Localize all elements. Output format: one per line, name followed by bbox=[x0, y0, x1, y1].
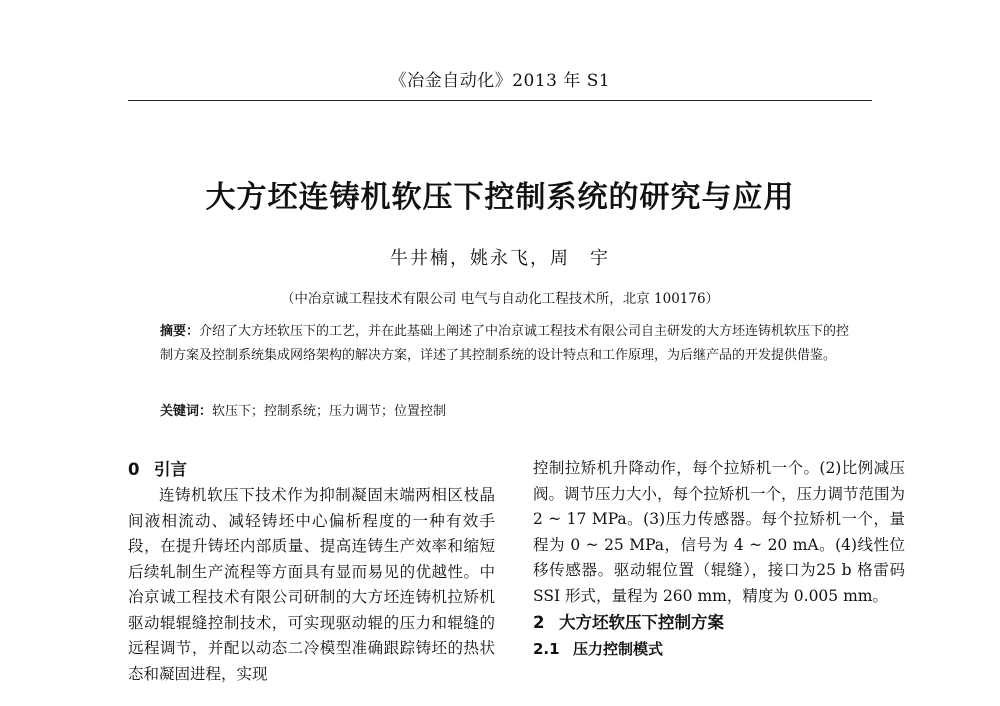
section-2-1-heading bbox=[533, 636, 905, 663]
section-2-1-number: 2.1 bbox=[533, 640, 560, 658]
right-column bbox=[533, 456, 905, 663]
intro-paragraph: 连铸机软压下技术作为抑制凝固末端两相区枝晶间液相流动、减轻铸坯中心偏析程度的一种有效手段，在提升铸坯内部质量、提高连铸生产效率和缩短后续轧制生产流程等方面具有显而易见的优越性。中冶京诚工程技术有限公司研制的大方坯连铸机拉矫机驱动辊辊缝控制技术，可实现驱动辊的压力和辊缝的远程调节，并配以动态二冷模型准确跟踪铸坯的热状态和凝固进程，实现 bbox=[128, 486, 495, 683]
paper-title: 大方坯连铸机软压下控制系统的研究与应用 bbox=[205, 180, 795, 215]
section-0-heading bbox=[128, 456, 495, 483]
section-0-number: 0 bbox=[128, 460, 140, 479]
section-2-title: 大方坯软压下控制方案 bbox=[559, 613, 724, 632]
abstract bbox=[160, 320, 860, 368]
section-2-1-title: 压力控制模式 bbox=[573, 640, 664, 658]
sensor-paragraph: 控制拉矫机升降动作，每个拉矫机一个。(2)比例减压阀。调节压力大小，每个拉矫机一个，压力调节范围为 2 ~ 17 MPa。(3)压力传感器。每个拉矫机一个，量程为 0 ~ 25 MPa，信号为 4 ~ 20 mA。(4)线性位移传感器。驱动辊位置（辊缝），接口为25 b 格雷码 SSI 形式，量程为 260 mm，精度为 0.005 mm。 bbox=[533, 459, 906, 605]
authors: 牛井楠，姚永飞，周 宇 bbox=[390, 248, 610, 269]
keywords bbox=[160, 400, 860, 419]
abstract-label: 摘要： bbox=[160, 324, 200, 339]
header-rule bbox=[128, 100, 872, 101]
abstract-text: 介绍了大方坯软压下的工艺，并在此基础上阐述了中冶京诚工程技术有限公司自主研发的大方坯连铸机软压下的控制方案及控制系统集成网络架构的解决方案，详述了其控制系统的设计特点和工作原理，为后继产品的开发提供借鉴。 bbox=[160, 324, 850, 363]
section-2-heading bbox=[533, 609, 905, 636]
left-column bbox=[128, 456, 495, 687]
keywords-label: 关键词： bbox=[160, 404, 213, 419]
section-0-title: 引言 bbox=[154, 460, 187, 479]
keywords-text: 软压下；控制系统；压力调节；位置控制 bbox=[212, 404, 447, 419]
section-2-number: 2 bbox=[533, 613, 545, 632]
affiliation: （中冶京诚工程技术有限公司 电气与自动化工程技术所，北京 100176） bbox=[280, 291, 720, 307]
running-head: 《冶金自动化》2013 年 S1 bbox=[389, 71, 611, 91]
